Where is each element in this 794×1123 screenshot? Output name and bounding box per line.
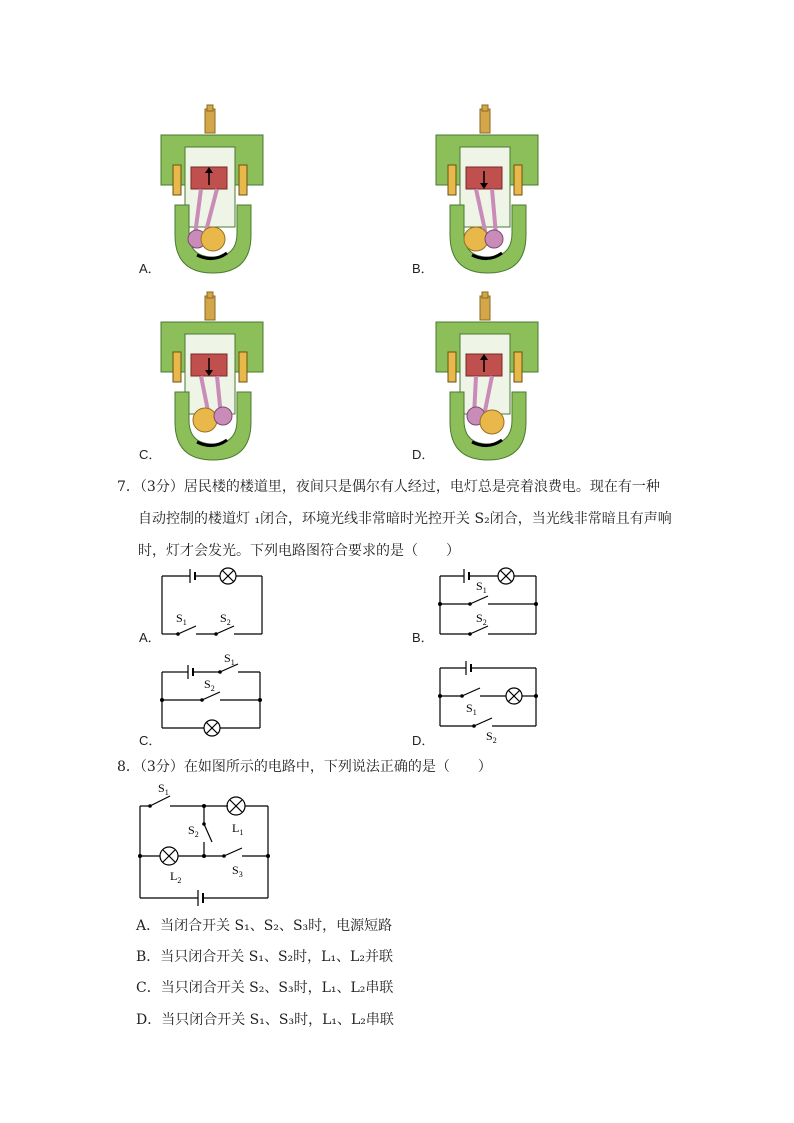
circuit-diagram-c — [158, 650, 268, 734]
question-7 — [117, 471, 697, 567]
circuit-label-b[interactable]: B． — [412, 630, 434, 645]
q8-choice-c[interactable]: C．当只闭合开关 S₂、S₃时，L₁、L₂串联 — [136, 980, 394, 996]
q7-number: 7． — [117, 479, 140, 495]
engine-diagram-a — [155, 105, 275, 275]
engine-option-b[interactable] — [430, 105, 550, 275]
q8-l1-label: L — [232, 821, 240, 835]
s1-label: S — [176, 611, 183, 625]
q8-stem: 在如图所示的电路中，下列说法正确的是（ ） — [183, 759, 492, 775]
q8-l2-label: L — [170, 869, 178, 883]
svg-text:S1: $S_1$ — [158, 781, 169, 797]
q8-s3-label: S — [232, 863, 239, 877]
circuit-option-c[interactable] — [158, 650, 268, 734]
q7-score: （3分） — [139, 479, 184, 495]
option-label-c[interactable]: C． — [139, 447, 162, 462]
svg-text:S2: $S_2$ — [188, 823, 199, 839]
svg-text:S3: $S_3$ — [232, 863, 243, 879]
q8-circuit-diagram — [136, 780, 276, 906]
option-label-d[interactable]: D． — [412, 447, 435, 462]
q7-line-3: 时，灯才会发光。下列电路图符合要求的是（ ） — [138, 543, 460, 559]
circuit-diagram-a — [158, 566, 268, 642]
engine-diagram-b — [430, 105, 550, 275]
engine-diagram-c — [155, 292, 275, 462]
svg-text:S2: $S_2$ — [220, 611, 231, 627]
q7-line-2: 自动控制的楼道灯 ₁闭合，环境光线非常暗时光控开关 S₂闭合，当光线非常暗且有声响 — [138, 511, 672, 527]
option-label-b[interactable]: B． — [412, 261, 434, 276]
engine-option-a[interactable] — [155, 105, 275, 275]
q7-line-1 — [117, 471, 697, 503]
svg-text:S1: $S_1$ — [176, 611, 187, 627]
svg-text:S1: $S_1$ — [224, 651, 235, 667]
svg-text:S1: $S_1$ — [476, 579, 487, 595]
svg-text:L1: $L_1$ — [232, 821, 244, 837]
circuit-option-d[interactable] — [434, 656, 544, 745]
svg-text:S1: $S_1$ — [466, 701, 477, 717]
circuit-label-a[interactable]: A． — [139, 630, 161, 645]
engine-diagram-d — [430, 292, 550, 462]
q7-stem-1: 居民楼的楼道里，夜间只是偶尔有人经过，电灯总是亮着浪费电。现在有一种 — [183, 479, 660, 495]
circuit-diagram-b — [434, 566, 544, 642]
circuit-diagram-d — [434, 656, 544, 745]
circuit-option-b[interactable] — [434, 566, 544, 642]
engine-option-d[interactable] — [430, 292, 550, 462]
q8-choice-a[interactable]: A．当闭合开关 S₁、S₂、S₃时，电源短路 — [136, 918, 393, 934]
svg-text:L2: $L_2$ — [170, 869, 182, 885]
circuit-label-c[interactable]: C． — [139, 733, 162, 748]
q8-score: （3分） — [139, 759, 184, 775]
option-label-a[interactable]: A． — [139, 261, 161, 276]
s2-label: S — [220, 611, 227, 625]
svg-text:S2: $S_2$ — [476, 611, 487, 627]
q8-choice-b[interactable]: B．当只闭合开关 S₁、S₂时，L₁、L₂并联 — [136, 949, 393, 965]
circuit-option-a[interactable] — [158, 566, 268, 642]
q8-choice-d[interactable]: D．当只闭合开关 S₁、S₃时，L₁、L₂串联 — [136, 1012, 394, 1028]
svg-text:S2: $S_2$ — [204, 677, 215, 693]
engine-option-c[interactable] — [155, 292, 275, 462]
circuit-label-d[interactable]: D． — [412, 733, 435, 748]
q8-number: 8． — [117, 759, 140, 775]
q8-s2-label: S — [188, 823, 195, 837]
question-8 — [117, 751, 697, 783]
svg-text:S2: $S_2$ — [486, 729, 497, 745]
q8-circuit — [136, 780, 276, 906]
q8-s1-label: S — [158, 781, 165, 795]
